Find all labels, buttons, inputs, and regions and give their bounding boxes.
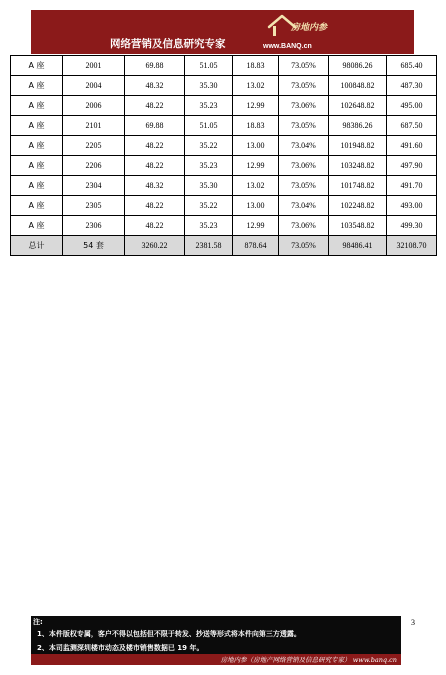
table-cell: 73.06% <box>279 216 329 236</box>
table-row <box>11 116 437 136</box>
footer-notes <box>31 616 401 665</box>
table-cell: 73.05% <box>279 76 329 96</box>
table-body <box>11 56 437 256</box>
table-cell: 103248.82 <box>329 156 387 176</box>
table-cell: 103548.82 <box>329 216 387 236</box>
table-cell: A 座 <box>11 116 63 136</box>
table-cell: 2381.58 <box>185 236 233 256</box>
table-cell: 2004 <box>63 76 125 96</box>
table-row <box>11 56 437 76</box>
table-cell: 48.22 <box>125 96 185 116</box>
table-cell: 495.00 <box>387 96 437 116</box>
table-cell: 685.40 <box>387 56 437 76</box>
table-cell: 73.05% <box>279 116 329 136</box>
table-cell: 491.70 <box>387 176 437 196</box>
table-cell: A 座 <box>11 136 63 156</box>
table-cell: 73.04% <box>279 136 329 156</box>
table-cell: A 座 <box>11 96 63 116</box>
table-cell: 2006 <box>63 96 125 116</box>
table-cell: 51.05 <box>185 56 233 76</box>
table-cell: 13.00 <box>233 136 279 156</box>
table-cell: 2001 <box>63 56 125 76</box>
note-line: 1、本件版权专属，客户不得以包括但不限于转发、抄送等形式将本件向第三方透露。 <box>37 630 301 638</box>
table-cell: 13.00 <box>233 196 279 216</box>
table-cell: A 座 <box>11 216 63 236</box>
logo-name: 房地内参 <box>291 22 328 32</box>
table-cell: 35.23 <box>185 96 233 116</box>
table-cell: 69.88 <box>125 116 185 136</box>
table-cell: 2305 <box>63 196 125 216</box>
table-cell: 73.05% <box>279 236 329 256</box>
table-cell: 102248.82 <box>329 196 387 216</box>
footer-strip <box>31 654 401 665</box>
table-cell: 73.06% <box>279 156 329 176</box>
table-cell: 35.23 <box>185 216 233 236</box>
table-cell: A 座 <box>11 56 63 76</box>
table-cell: 35.22 <box>185 196 233 216</box>
table-cell: 101948.82 <box>329 136 387 156</box>
table-cell: 12.99 <box>233 96 279 116</box>
table-cell: 102648.82 <box>329 96 387 116</box>
table-cell: 73.06% <box>279 96 329 116</box>
note-line: 2、本司监测深圳楼市动态及楼市销售数据已 19 年。 <box>37 644 204 652</box>
table-cell: A 座 <box>11 176 63 196</box>
total-row <box>11 236 437 256</box>
table-cell: 13.02 <box>233 176 279 196</box>
note-heading: 注: <box>33 618 43 626</box>
table-cell: 3260.22 <box>125 236 185 256</box>
table-cell: A 座 <box>11 196 63 216</box>
table-cell: 98386.26 <box>329 116 387 136</box>
table-cell: 499.30 <box>387 216 437 236</box>
table-cell: A 座 <box>11 156 63 176</box>
table-cell: 13.02 <box>233 76 279 96</box>
logo-url: www.BANQ.cn <box>263 43 312 50</box>
table-cell: 2206 <box>63 156 125 176</box>
table-row <box>11 216 437 236</box>
table-row <box>11 156 437 176</box>
table-cell: 48.22 <box>125 196 185 216</box>
table-cell: 2304 <box>63 176 125 196</box>
page-number: 3 <box>411 618 415 627</box>
table-cell: 73.04% <box>279 196 329 216</box>
table-cell: 73.05% <box>279 176 329 196</box>
table-cell: 12.99 <box>233 156 279 176</box>
table-cell: 497.90 <box>387 156 437 176</box>
table-cell: 2306 <box>63 216 125 236</box>
table-row <box>11 196 437 216</box>
table-cell: 100848.82 <box>329 76 387 96</box>
table-cell: 51.05 <box>185 116 233 136</box>
table-cell: 35.30 <box>185 76 233 96</box>
table-cell: 35.30 <box>185 176 233 196</box>
header-title: 网络营销及信息研究专家 <box>110 38 226 50</box>
table-cell: 2205 <box>63 136 125 156</box>
table-row <box>11 176 437 196</box>
table-cell: 487.30 <box>387 76 437 96</box>
table-cell: 18.83 <box>233 116 279 136</box>
table-cell: 73.05% <box>279 56 329 76</box>
table-cell: 48.32 <box>125 176 185 196</box>
table-cell: 98086.26 <box>329 56 387 76</box>
header-banner <box>31 10 414 54</box>
table-cell: 687.50 <box>387 116 437 136</box>
table-cell: 48.22 <box>125 156 185 176</box>
table-cell: 总计 <box>11 236 63 256</box>
logo <box>259 14 409 52</box>
footer-slogan: 房地内参（房地产网络营销及信息研究专家） www.banq.cn <box>220 656 397 664</box>
table-row <box>11 76 437 96</box>
table-cell: 54 套 <box>63 236 125 256</box>
table-cell: 35.22 <box>185 136 233 156</box>
table-cell: 48.22 <box>125 136 185 156</box>
table-cell: A 座 <box>11 76 63 96</box>
table-row <box>11 96 437 116</box>
table-row <box>11 136 437 156</box>
table-cell: 32108.70 <box>387 236 437 256</box>
table-cell: 878.64 <box>233 236 279 256</box>
table-cell: 491.60 <box>387 136 437 156</box>
table-cell: 69.88 <box>125 56 185 76</box>
table-cell: 35.23 <box>185 156 233 176</box>
table-cell: 2101 <box>63 116 125 136</box>
table-cell: 493.00 <box>387 196 437 216</box>
table-cell: 48.32 <box>125 76 185 96</box>
table-cell: 101748.82 <box>329 176 387 196</box>
table-cell: 48.22 <box>125 216 185 236</box>
table-cell: 98486.41 <box>329 236 387 256</box>
sales-table <box>10 55 437 256</box>
table-cell: 12.99 <box>233 216 279 236</box>
table-cell: 18.83 <box>233 56 279 76</box>
